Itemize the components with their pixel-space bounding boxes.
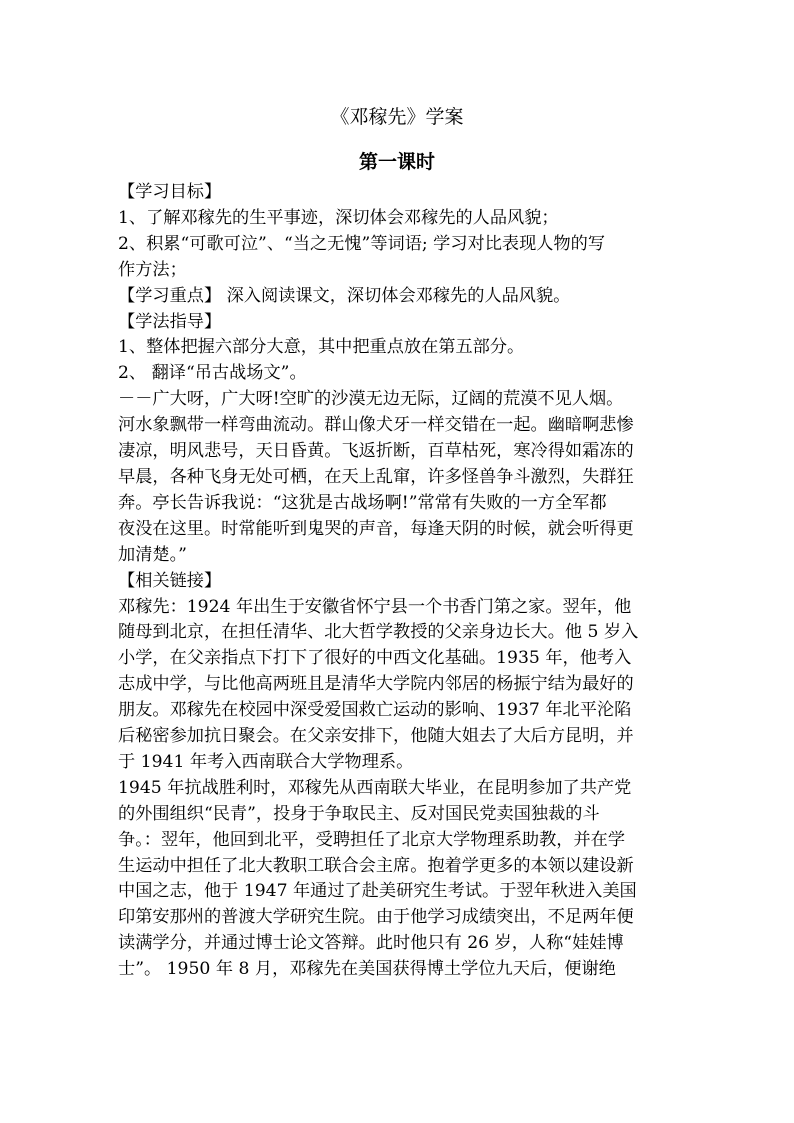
text-line: －－广大呀，广大呀!空旷的沙漠无边无际，辽阔的荒漠不见人烟。: [118, 389, 624, 410]
text-line: 小学，在父亲指点下打下了很好的中西文化基础。1935 年，他考入: [118, 648, 632, 669]
text-line: 作方法；: [118, 259, 187, 280]
text-line: 1、整体把握六部分大意，其中把重点放在第五部分。: [118, 337, 525, 358]
text-line: 中国之志，他于 1947 年通过了赴美研究生考试。于翌年秋进入美国: [118, 881, 637, 902]
text-line: 争。：翌年，他回到北平，受聘担任了北京大学物理系助教，并在学: [118, 829, 626, 850]
text-line: 凄凉，明风悲号，天日昏黄。飞返折断，百草枯死，寒冷得如霜冻的: [118, 441, 634, 462]
text-line: 后秘密参加抗日聚会。在父亲安排下，他随大姐去了大后方昆明，并: [118, 726, 634, 747]
text-line: 生运动中担任了北大教职工联合会主席。抱着学更多的本领以建设新: [118, 855, 634, 876]
text-line: 志成中学，与比他高两班且是清华大学院内邻居的杨振宁结为最好的: [118, 674, 634, 695]
text-line: 奔。亭长告诉我说：“这犹是古战场啊!”常常有失败的一方全军都: [118, 492, 607, 513]
text-line: 夜没在这里。时常能听到鬼哭的声音，每逢天阴的时候，就会听得更: [118, 518, 634, 539]
text-line: 印第安那州的普渡大学研究生院。由于他学习成绩突出，不足两年便: [118, 907, 634, 928]
text-line: 2、 翻译“吊古战场文”。: [118, 363, 307, 384]
text-line: 1945 年抗战胜利时，邓稼先从西南联大毕业，在昆明参加了共产党: [118, 777, 632, 798]
text-line: 的外围组织“民青”，投身于争取民主、反对国民党卖国独裁的斗: [118, 803, 600, 824]
text-line: 【学习目标】: [118, 182, 222, 202]
text-line: 1、了解邓稼先的生平事迹，深切体会邓稼先的人品风貌；: [118, 207, 559, 228]
text-line: 早晨，各种飞身无处可栖，在天上乱窜，许多怪兽争斗激烈，失群狂: [118, 466, 634, 487]
text-line: 河水象飘带一样弯曲流动。群山像犬牙一样交错在一起。幽暗啊悲惨: [118, 415, 634, 436]
document-body: [118, 180, 678, 983]
text-line: 【学习重点】 深入阅读课文，深切体会邓稼先的人品风貌。: [118, 285, 571, 306]
text-line: 加清楚。”: [118, 544, 187, 565]
text-line: 于 1941 年考入西南联合大学物理系。: [118, 751, 414, 772]
text-line: 【学法指导】: [118, 311, 222, 332]
text-line: 【相关链接】: [118, 570, 222, 591]
text-line: 随母到北京，在担任清华、北大哲学教授的父亲身边长大。他 5 岁入: [118, 622, 639, 643]
text-line: 2、积累“可歌可泣”、“当之无愧”等词语; 学习对比表现人物的写: [118, 233, 606, 254]
text-line: 士”。 1950 年 8 月，邓稼先在美国获得博土学位九天后，便谢绝: [118, 959, 616, 980]
document-title: 《邓稼先》学案: [330, 106, 464, 128]
text-line: 读满学分，并通过博士论文答辩。此时他只有 26 岁，人称“娃娃博: [118, 933, 624, 954]
text-line: 邓稼先：1924 年出生于安徽省怀宁县一个书香门第之家。翌年，他: [118, 596, 632, 617]
text-line: 朋友。邓稼先在校园中深受爱国救亡运动的影响、1937 年北平沦陷: [118, 700, 632, 721]
section-title: 第一课时: [358, 151, 435, 173]
